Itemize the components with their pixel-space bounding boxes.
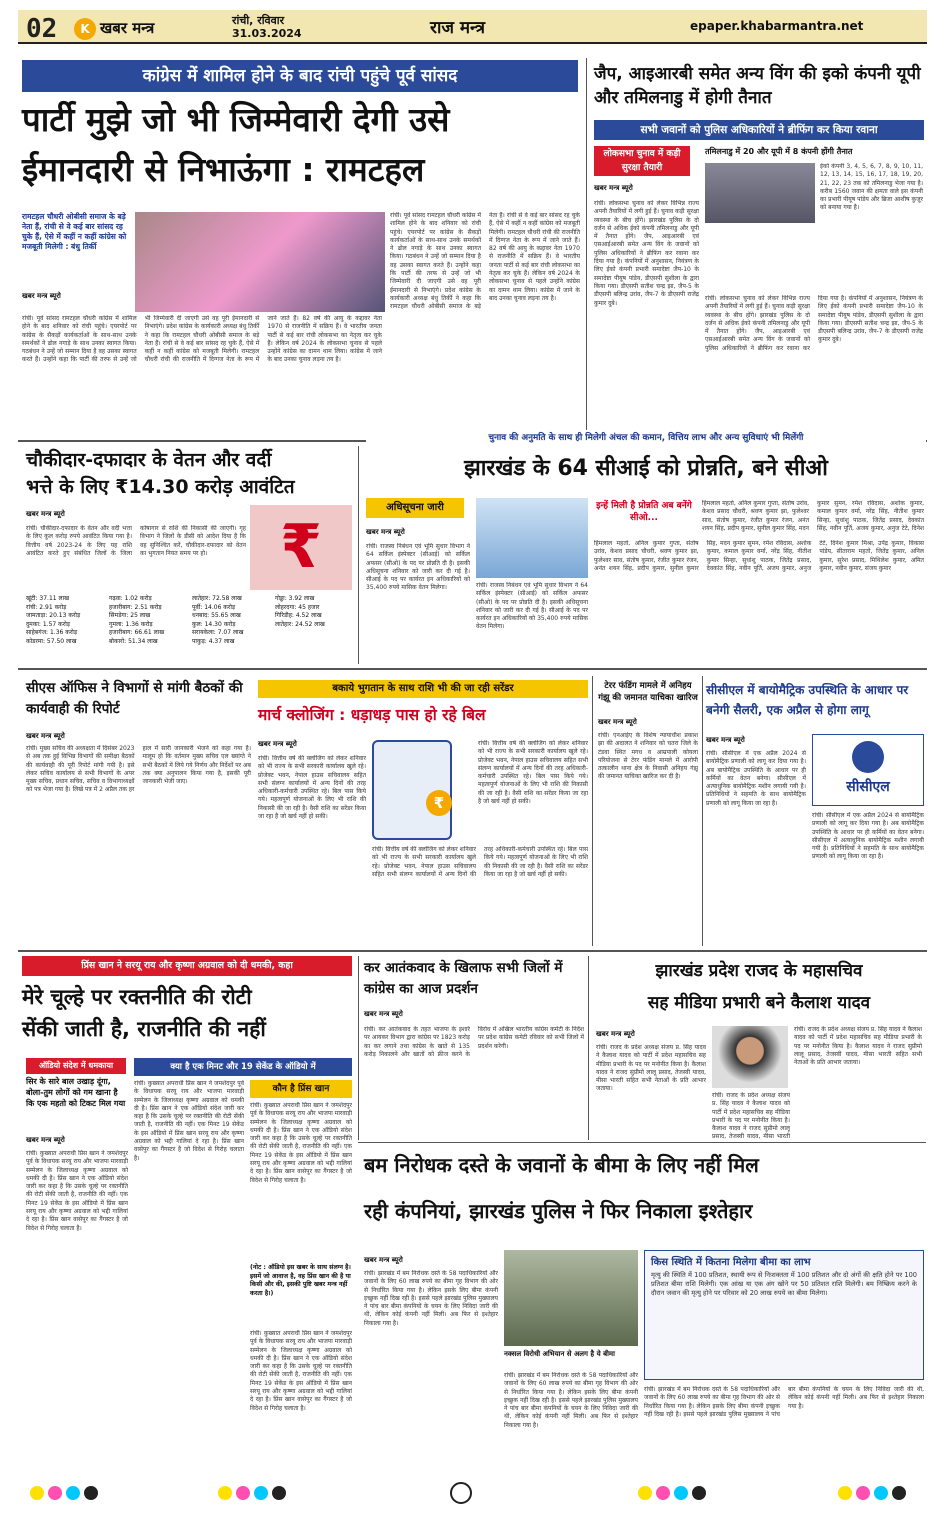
byline: खबर मन्त्र ब्यूरो bbox=[366, 528, 405, 536]
article-body: रांची। कुख्यात अपराधी प्रिंस खान ने जमशेदपुर पूर्व के विधायक सरयू राय और भाजपा मारवाड़ी सम्मेलन के जिलाध्यक्ष कृष्णा अग्रवाल को धमकी दी है। प्रिंस खान ने एक ऑडियो संदेश जारी कर कहा है कि उसके चूल्हे पर रक्तनीति की रोटी सेंकी जाती है, राजनीति की नहीं। एक मिनट 19 सेकेंड के इस ऑडियो में प्रिंस खान सरयू राय और कृष्णा अग्रवाल को भद्दी गालियां दे रहा है। प्रिंस खान वासेपुर का गैंगस्टर है जो विदेश से गिरोह चलाता है। bbox=[26, 1150, 128, 1232]
allotment-entry: रांची: 2.91 करोड़ bbox=[26, 603, 67, 611]
article-body: रांची। मुख्य सचिव की अध्यक्षता में दिसंबर 2023 से अब तक हुई विभिन्न विभागों की समीक्षा बैठकों की कार्यवाही की पूरी रिपोर्ट मांगी गयी है। इसे लेकर सचिव कार्यालय से सभी विभागों के अपर मुख्य सचिव, प्रधान सचिव, सचिव व विभागाध्यक्षों को पत्र भेजा गया है। लिखे पत्र में 2 अप्रैल तक हर हाल में सारी जानकारी भेजने को कहा गया है। मालूम हो कि वर्तमान मुख्य सचिव एल ख्यांग्ते ने सभी बैठकों में लिये गये निर्णय और निर्देशों पर अब तक क्या अनुपालन किया गया है, इसकी पूरी जानकारी भेजी जाए। bbox=[26, 745, 251, 794]
byline: खबर मन्त्र ब्यूरो bbox=[26, 732, 65, 740]
audio-tag: ऑडियो संदेश में धमकाया bbox=[26, 1058, 126, 1074]
allotment-entry: हजारीबाग: 66.61 लाख bbox=[109, 629, 165, 636]
article-body-cont: रांची। राजद के प्रदेश अध्यक्ष संजय प्र. सिंह यादव ने कैलाश यादव को पार्टी में प्रदेश महासचिव सह मीडिया प्रभारी के पद पर मनोनीत किया है। कैलाश यादव ने राजद सुप्रीमो लालू प्रसाद, तेजस्वी यादव, मीसा भारती सहित सभी नेताओं के प्रति आभार जताया। bbox=[794, 1026, 922, 1067]
photo-police-company bbox=[705, 163, 815, 223]
byline: खबर मन्त्र ब्यूरो bbox=[26, 1136, 65, 1144]
who-is-heading: कौन है प्रिंस खान bbox=[250, 1080, 352, 1098]
headline: सीसीएल में बायोमैट्रिक उपस्थिति के आधार पर बनेगी सैलरी, एक अप्रैल से होगा लागू bbox=[706, 683, 909, 717]
headline: जैप, आइआरबी समेत अन्य विंग की इको कंपनी यूपी और तमिलनाडु में होगी तैनात bbox=[594, 64, 921, 108]
page-number: 02 bbox=[26, 14, 58, 44]
who-is-body-cont: रांची। कुख्यात अपराधी प्रिंस खान ने जमशेदपुर पूर्व के विधायक सरयू राय और भाजपा मारवाड़ी सम्मेलन के जिलाध्यक्ष कृष्णा अग्रवाल को धमकी दी है। प्रिंस खान ने एक ऑडियो संदेश जारी कर कहा है कि उसके चूल्हे पर रक्तनीति की रोटी सेंकी जाती है, राजनीति की नहीं। एक मिनट 19 सेकेंड के इस ऑडियो में प्रिंस खान सरयू राय और कृष्णा अग्रवाल को भद्दी गालियां दे रहा है। प्रिंस खान वासेपुर का गैंगस्टर है जो विदेश से गिरोह चलाता है। bbox=[250, 1330, 352, 1412]
headline: मार्च क्लोजिंग : धड़ाधड़ पास हो रहे बिल bbox=[258, 706, 486, 724]
byline: खबर मन्त्र ब्यूरो bbox=[594, 184, 633, 192]
promotion-list-heading: इन्हें मिली है प्रोन्नति अब बनेंगे सीओ... bbox=[596, 501, 692, 523]
article-body: रांची। झारखंड में बम निरोधक दस्ते के 58 पदाधिकारियों और जवानों के लिए 60 लाख रुपये का बीमा गृह विभाग की ओर से निर्धारित किया गया है। लेकिन इसके लिए बीमा कंपनी इच्छुक नहीं दिख रही है। इससे पहले झारखंड पुलिस मुख्यालय ने पांच बार बीमा कंपनियों के चयन के लिए निविदा जारी की थी, लेकिन कोई कंपनी नहीं मिली। अब फिर से इश्तेहार निकाला गया है। bbox=[364, 1270, 498, 1327]
kicker-bar: कांग्रेस में शामिल होने के बाद रांची पहुंचे पूर्व सांसद bbox=[22, 60, 578, 92]
audio-box-title: क्या है एक मिनट और 19 सेकेंड के ऑडियो में bbox=[134, 1058, 352, 1076]
rupee-coin-icon: ₹ bbox=[426, 790, 452, 816]
article-body: रांची। चौकीदार-दफादार के वेतन और वर्दी भत्ता के लिए कुल करोड़ रुपये आवंटित किया गया है। वित्तीय वर्ष 2023-24 के लिए यह राशि आवंटित करते हुए संबंधित जिलों के जिला कोषागार से राशि की निकासी की जाएगी। गृह विभाग ने जिलों के डीसी को आदेश दिया है कि वह सुनिश्चित करें, चौकीदार-दफादार को वेतन का भुगतान नियत समय पर हो। bbox=[26, 525, 246, 557]
allotment-entry: गढ़वा: 1.02 करोड़ bbox=[109, 595, 152, 602]
allotment-entry: कोडरमा: 57.50 लाख bbox=[26, 637, 77, 645]
subhead-bar: सभी जवानों को पुलिस अधिकारियों ने ब्रीफिंग कर किया रवाना bbox=[594, 120, 924, 140]
row-divider bbox=[358, 1142, 926, 1143]
photo-ramtahal bbox=[135, 212, 385, 312]
article-body: रांची। वित्तीय वर्ष की क्लोजिंग को लेकर शनिवार को भी राज्य के सभी सरकारी कार्यालय खुले रहे। प्रोजेक्ट भवन, नेपाल हाउस सचिवालय सहित सभी संलग्न कार्यालयों में अन्य दिनों की तरह अधिकारी-कर्मचारी उपस्थित रहे। बिल पास किये गये। महत्वपूर्ण योजनाओं के लिए भी राशि की निकासी की जा रही है। वैसी राशि का सरेंडर किया जा रहा है जो खर्च नहीं हो सकी। bbox=[258, 755, 366, 821]
promotion-names-top: हिमलाल महतो, अनिल कुमार गुप्ता, संतोष उरांव, केशव प्रसाद चौधरी, श्रवण कुमार झा, फुलेश्वर साव, संतोष कुमार, रंजीत कुमार रंजन, अनंत शयन सिंह, प्रदीप कुमार, सुनील कुमार सिंह, मदन कुमार सुमन, रमेश रविदास, अशोक कुमार, कमाल कुमार वर्मा, नरेंद्र सिंह, नीतीश कुमार सिन्हा, सुधांशु पाठक, जितेंद्र प्रसाद, देवकांत सिंह, नवीन पूर्ति, अजय कुमार, अनुज टेटे, दिनेश bbox=[702, 500, 924, 532]
article-body: रांची। पूर्व सांसद रामटहल चौधरी कांग्रेस में शामिल होने के बाद शनिवार को रांची पहुंचे। एयरपोर्ट पर कांग्रेस के सैकड़ों कार्यकर्ताओं के साथ-साथ उनके समर्थकों ने ढोल नगाड़े के साथ उनका स्वागत किया। गठबंधन ने उन्हें जो सम्मान दिया है वह उसका स्वागत करते हैं। उन्होंने कहा कि पार्टी की तरफ से उन्हें जो भी जिम्मेवारी दी जाएगी उसे वह पूरी ईमानदारी से निभाएंगे। प्रदेश कांग्रेस के कार्यकारी अध्यक्ष बंधु तिर्की ने कहा कि रामटहल चौधरी ओबीसी समाज के बड़े नेता हैं। रांची से वे कई बार सांसद रह चुके हैं, ऐसे में कहीं न कहीं कांग्रेस को मजबूती मिलेगी। रामटहल चौधरी रांची की राजनीति में दिग्गज नेता के रूप में जाने जाते हैं। 82 वर्ष की आयु के कद्दावर नेता 1970 से राजनीति में सक्रिय हैं। वे भारतीय जनता पार्टी से कई बार रांची लोकसभा का नेतृत्व कर चुके हैं। लेकिन वर्ष 2024 के लोकसभा चुनाव से पहले उन्होंने कांग्रेस का दामन थाम लिया। कांग्रेस में जाने के बाद उनका चुनाव लड़ना तय है। bbox=[22, 315, 382, 364]
tag-box: अधिसूचना जारी bbox=[366, 498, 464, 518]
headline-line1: पार्टी मुझे जो भी जिम्मेवारी देगी उसे bbox=[22, 100, 450, 139]
column-rule bbox=[358, 956, 359, 1140]
headline-line2: सह मीडिया प्रभारी बने कैलाश यादव bbox=[647, 993, 871, 1013]
tag-box: लोकसभा चुनाव में कड़ी सुरक्षा तैयारी bbox=[594, 146, 690, 176]
city-day: रांची, रविवार bbox=[232, 14, 285, 27]
article-body-cont: रांची। सीसीएल में एक अप्रैल 2024 से बायोमैट्रिक प्रणाली को लागू कर दिया गया है। अब बायोमैट्रिक उपस्थिति के आधार पर ही कर्मियों का वेतन बनेगा। सीसीएल में अत्याधुनिक बायोमैट्रिक मशीन लगायी गयी है। प्रतिनिधियों ने सहमति के साथ बायोमैट्रिक प्रणाली को लागू किया जा रहा है। bbox=[812, 812, 924, 861]
article-body-cont: रांची। लोकसभा चुनाव को लेकर विभिन्न राज्य अपनी तैयारियों में लगी हुई हैं। चुनाव कड़ी सुरक्षा व्यवस्था के बीच होंगे। झारखंड पुलिस के दो दर्जन से अधिक ईको कंपनी तमिलनाडु और यूपी में तैनात होंगे। जैप, आइआरबी एवं एसआईआरबी समेत अन्य विंग के जवानों को पुलिस अधिकारियों ने ब्रीफिंग कर रवाना कर दिया गया है। कंपनियों में अनुशासन, नियंत्रण के लिए ईको कंपनी प्रभारी समादेष्टा जैप-10 के समादेष्टा पीयूष पांडेय, डीएसपी सुशीला के द्वारा किया गया। डीएसपी सतीश चन्द्र झा, जैप-5 के डीएसपी बलिन्द्र उरांव, जैप-7 के डीएसपी राजेंद्र कुमार दुबे। bbox=[705, 295, 923, 352]
crosshair-icon bbox=[450, 1482, 472, 1504]
insurance-box-text: मृत्यु की स्थिति में 100 प्रतिशत, स्थायी रूप से निःशक्तता में 100 प्रतिशत और दो अंगों की क्षति होने पर 100 प्रतिशत बीमा राशि मिलेगी। एक आंख या एक अंग खोने पर 50 प्रतिशत राशि मिलेगी। बम निष्क्रिय करने के दौरान जवान की मृत्यु होने पर परिवार को 20 लाख रुपये का बीमा मिलेगा। bbox=[651, 1271, 917, 1298]
headline-line2: ईमानदारी से निभाऊंगा : रामटहल bbox=[22, 150, 425, 189]
article-body-cont2: रांची। राजद के प्रदेश अध्यक्ष संजय प्र. सिंह यादव ने कैलाश यादव को पार्टी में प्रदेश महासचिव सह मीडिया प्रभारी के पद पर मनोनीत किया है। कैलाश यादव ने राजद सुप्रीमो लालू प्रसाद, तेजस्वी यादव, मीसा भारती bbox=[712, 1092, 790, 1140]
column-rule bbox=[586, 58, 587, 438]
photo-bomb-squad bbox=[504, 1250, 638, 1346]
headline: झारखंड के 64 सीआई को प्रोन्नति, बने सीओ bbox=[464, 456, 828, 481]
audio-quote: सिर के सारे बाल उखाड़ दूंगा, बोला-तुम लोगों को गम खाना है कि एक महतो को टिकट मिल गया bbox=[26, 1077, 126, 1108]
allotment-entry: पाकुड़: 4.37 लाख bbox=[192, 637, 235, 645]
article-body-cont2: रांची। वित्तीय वर्ष की क्लोजिंग को लेकर शनिवार को भी राज्य के सभी सरकारी कार्यालय खुले रहे। प्रोजेक्ट भवन, नेपाल हाउस सचिवालय सहित सभी संलग्न कार्यालयों में अन्य दिनों की तरह अधिकारी-कर्मचारी उपस्थित रहे। बिल पास किये गये। महत्वपूर्ण योजनाओं के लिए भी राशि की निकासी की जा रही है। वैसी राशि का सरेंडर किया जा रहा है जो खर्च नहीं हो सकी। bbox=[478, 740, 588, 806]
allotment-entry: जामताड़ा: 20.13 करोड़ bbox=[26, 612, 81, 619]
ccl-logo-text: सीसीएल bbox=[846, 779, 890, 795]
byline: खबर मन्त्र ब्यूरो bbox=[258, 740, 297, 748]
article-body-cont: रांची। झारखंड में बम निरोधक दस्ते के 58 पदाधिकारियों और जवानों के लिए 60 लाख रुपये का बीमा गृह विभाग की ओर से निर्धारित किया गया है। लेकिन इसके लिए बीमा कंपनी इच्छुक नहीं दिख रही है। इससे पहले झारखंड पुलिस मुख्यालय ने पांच बार बीमा कंपनियों के चयन के लिए निविदा जारी की थी, लेकिन कोई कंपनी नहीं मिली। अब फिर से इश्तेहार निकाला गया है। bbox=[504, 1372, 638, 1429]
headline-line1: मेरे चूल्हे पर रक्तनीति की रोटी bbox=[22, 985, 252, 1009]
byline: खबर मन्त्र ब्यूरो bbox=[22, 292, 61, 300]
promotion-names: हिमलाल महतो, अनिल कुमार गुप्ता, संतोष उरांव, केशव प्रसाद चौधरी, श्रवण कुमार झा, फुलेश्वर साव, संतोष कुमार, रंजीत कुमार रंजन, अनंत शयन सिंह, प्रदीप कुमार, सुनील कुमार सिंह, मदन कुमार सुमन, रमेश रविदास, अशोक कुमार, कमाल कुमार वर्मा, नरेंद्र सिंह, नीतीश कुमार सिन्हा, सुधांशु पाठक, जितेंद्र प्रसाद, देवकांत सिंह, नवीन पूर्ति, अजय कुमार, अनुज टेटे, दिनेश कुमार मिश्रा, उपेंद्र कुमार, विकास पांडेय, सीताराम महतो, जितेंद्र कुमार, अनिल कुमार, सुरेश प्रसाद, मिथिलेश कुमार, अमित कुमार, नवीन कुमार, संजय कुमार bbox=[594, 540, 924, 572]
allotment-entry: पूर्वी: 14.06 करोड़ bbox=[192, 603, 236, 611]
headline-line2: भत्ते के लिए ₹14.30 करोड़ आवंटित bbox=[26, 476, 295, 498]
allotment-entry: बोकारो: 51.34 लाख bbox=[109, 637, 158, 645]
byline: खबर मन्त्र ब्यूरो bbox=[26, 510, 65, 518]
allotment-entry: हजारीबाग: 2.51 करोड़ bbox=[109, 603, 162, 611]
kicker-bar: प्रिंस खान ने सरयू राय और कृष्णा अग्रवाल को दी धमकी, कहा bbox=[22, 956, 352, 976]
article-body-cont: रांची। वित्तीय वर्ष की क्लोजिंग को लेकर शनिवार को भी राज्य के सभी सरकारी कार्यालय खुले रहे। प्रोजेक्ट भवन, नेपाल हाउस सचिवालय सहित सभी संलग्न कार्यालयों में अन्य दिनों की तरह अधिकारी-कर्मचारी उपस्थित रहे। बिल पास किये गये। महत्वपूर्ण योजनाओं के लिए भी राशि की निकासी की जा रही है। वैसी राशि का सरेंडर किया जा रहा है जो खर्च नहीं हो सकी। bbox=[372, 846, 588, 878]
editor-note: (नोट : ऑडियो इस खबर के साथ संलग्न है। इसमें जो आवाज है, वह प्रिंस खान की है या किसी और की, इसकी पुष्टि खबर मन्त्र नहीं करता है।) bbox=[250, 1264, 351, 1297]
article-body: रांची। राजद के प्रदेश अध्यक्ष संजय प्र. सिंह यादव ने कैलाश यादव को पार्टी में प्रदेश महासचिव सह मीडिया प्रभारी के पद पर मनोनीत किया है। कैलाश यादव ने राजद सुप्रीमो लालू प्रसाद, तेजस्वी यादव, मीसा भारती सहित सभी नेताओं के प्रति आभार जताया। bbox=[596, 1044, 706, 1093]
allotment-entry: लातेहार: 24.52 लाख bbox=[275, 620, 325, 628]
headline-line1: झारखंड प्रदेश राजद के महासचिव bbox=[655, 961, 863, 981]
photo-caption: नक्सल विरोधी अभियान से अलग है ये बीमा bbox=[504, 1350, 615, 1358]
brand-logo-icon: K bbox=[74, 18, 96, 40]
headline-line1: बम निरोधक दस्ते के जवानों के बीमा के लिए नहीं मिल bbox=[364, 1153, 759, 1177]
byline: खबर मन्त्र ब्यूरो bbox=[706, 736, 745, 744]
headline-line1: चौकीदार-दफादार के वेतन और वर्दी bbox=[26, 449, 272, 471]
allotment-entry: साहेबगंज: 1.36 करोड़ bbox=[26, 629, 78, 636]
who-is-body: रांची। कुख्यात अपराधी प्रिंस खान ने जमशेदपुर पूर्व के विधायक सरयू राय और भाजपा मारवाड़ी सम्मेलन के जिलाध्यक्ष कृष्णा अग्रवाल को धमकी दी है। प्रिंस खान ने एक ऑडियो संदेश जारी कर कहा है कि उसके चूल्हे पर रक्तनीति की रोटी सेंकी जाती है, राजनीति की नहीं। एक मिनट 19 सेकेंड के इस ऑडियो में प्रिंस खान सरयू राय और कृष्णा अग्रवाल को भद्दी गालियां दे रहा है। प्रिंस खान वासेपुर का गैंगस्टर है जो विदेश से गिरोह चलाता है। bbox=[250, 1102, 352, 1184]
portrait-kailash-yadav bbox=[712, 1026, 788, 1088]
article-body: रांची। राजस्व निबंधन एवं भूमि सुधार विभाग ने 64 सर्किल इंस्पेक्टर (सीआई) को सर्किल अफसर (सीओ) के पद पर प्रोन्नति दी है। इसकी अधिसूचना शनिवार को जारी कर दी गई है। सीआई के पद पर कार्यरत इन अधिकारियों को 35,400 रुपये मासिक वेतन मिलेगा। bbox=[366, 543, 470, 592]
article-body-cont2: रांची। झारखंड में बम निरोधक दस्ते के 58 पदाधिकारियों और जवानों के लिए 60 लाख रुपये का बीमा गृह विभाग की ओर से निर्धारित किया गया है। लेकिन इसके लिए बीमा कंपनी इच्छुक नहीं दिख रही है। इससे पहले झारखंड पुलिस मुख्यालय ने पांच बार बीमा कंपनियों के चयन के लिए निविदा जारी की थी, लेकिन कोई कंपनी नहीं मिली। अब फिर से इश्तेहार निकाला गया है। bbox=[644, 1386, 924, 1418]
audio-transcript: रांची। कुख्यात अपराधी प्रिंस खान ने जमशेदपुर पूर्व के विधायक सरयू राय और भाजपा मारवाड़ी सम्मेलन के जिलाध्यक्ष कृष्णा अग्रवाल को धमकी दी है। प्रिंस खान ने एक ऑडियो संदेश जारी कर कहा है कि उसके चूल्हे पर रक्तनीति की रोटी सेंकी जाती है, राजनीति की नहीं। एक मिनट 19 सेकेंड के इस ऑडियो में प्रिंस खान सरयू राय और कृष्णा अग्रवाल को भद्दी गालियां दे रहा है। प्रिंस खान वासेपुर का गैंगस्टर है जो विदेश से गिरोह चलाता है। bbox=[134, 1080, 244, 1162]
ccl-logo-box bbox=[812, 734, 924, 806]
allotment-entry: सिमडेगा: 25 लाख bbox=[109, 612, 151, 619]
headline-line2: रही कंपनियां, झारखंड पुलिस ने फिर निकाला इश्तेहार bbox=[364, 1199, 753, 1223]
ccl-emblem-icon bbox=[852, 741, 884, 773]
epaper-link[interactable]: epaper.khabarmantra.net bbox=[690, 19, 864, 33]
rupee-icon: ₹ bbox=[250, 505, 352, 590]
allotment-entry: धनबाद: 55.65 लाख bbox=[192, 612, 241, 619]
byline: खबर मन्त्र ब्यूरो bbox=[364, 1256, 403, 1264]
column-rule bbox=[702, 676, 703, 946]
kicker-bar: बकाये भुगतान के साथ राशि भी की जा रही सरेंडर bbox=[258, 680, 588, 698]
headline: सीएस ऑफिस ने विभागों से मांगी बैठकों की कार्यवाही की रिपोर्ट bbox=[26, 680, 243, 717]
article-body: रांची। लोकसभा चुनाव को लेकर विभिन्न राज्य अपनी तैयारियों में लगी हुई हैं। चुनाव कड़ी सुरक्षा व्यवस्था के बीच होंगे। झारखंड पुलिस के दो दर्जन से अधिक ईको कंपनी तमिलनाडु और यूपी में तैनात होंगे। जैप, आइआरबी एवं एसआईआरबी समेत अन्य विंग के जवानों को पुलिस अधिकारियों ने ब्रीफिंग कर रवाना कर दिया गया है। कंपनियों में अनुशासन, नियंत्रण के लिए ईको कंपनी प्रभारी समादेष्टा जैप-10 के समादेष्टा पीयूष पांडेय, डीएसपी सुशीला के द्वारा किया गया। डीएसपी सतीश चन्द्र झा, जैप-5 के डीएसपी बलिन्द्र उरांव, जैप-7 के डीएसपी राजेंद्र कुमार दुबे। bbox=[594, 200, 699, 307]
row-divider bbox=[18, 950, 927, 952]
section-name: राज मन्त्र bbox=[430, 18, 485, 38]
headline-line2: सेंकी जाती है, राजनीति की नहीं bbox=[22, 1017, 266, 1041]
byline: खबर मन्त्र ब्यूरो bbox=[598, 718, 637, 726]
allotment-entry: गोड्डा: 3.92 लाख bbox=[275, 595, 315, 602]
article-body: रांची। कर आतंकवाद के तहत भाजपा के इशारे पर आयकर विभाग द्वारा कांग्रेस पर 1823 करोड़ का कर लगाने तथा कांग्रेस के खाते से 135 करोड़ निकालने और खातों को फ्रीज करने के विरोध में अखिल भारतीय कांग्रेस कमेटी के निर्देश पर प्रदेश कांग्रेस कमेटी रविवार को सभी जिलों में प्रदर्शन करेगी। bbox=[364, 1026, 584, 1058]
article-body: रांची। सीसीएल में एक अप्रैल 2024 से बायोमैट्रिक प्रणाली को लागू कर दिया गया है। अब बायोमैट्रिक उपस्थिति के आधार पर ही कर्मियों का वेतन बनेगा। सीसीएल में अत्याधुनिक बायोमैट्रिक मशीन लगायी गयी है। प्रतिनिधियों ने सहमति के साथ बायोमैट्रिक प्रणाली को लागू किया जा रहा है। bbox=[706, 750, 806, 807]
allotment-entry: सरायकेला: 7.07 लाख bbox=[192, 629, 244, 636]
row-divider bbox=[18, 668, 927, 670]
brand-name: खबर मन्त्र bbox=[100, 19, 155, 37]
kicker: चुनाव की अनुमति के साथ ही मिलेगी अंचल की कमान, वित्तिय लाभ और अन्य सुविधाएं भी मिलेंगी bbox=[366, 430, 926, 446]
byline: खबर मन्त्र ब्यूरो bbox=[596, 1030, 635, 1038]
insurance-box-title: किस स्थिति में कितना मिलेगा बीमा का लाभ bbox=[651, 1257, 811, 1268]
pull-quote: रामटहल चौधरी ओबीसी समाज के बड़े नेता हैं, रांची से वे कई बार सांसद रह चुके हैं, ऐसे में कहीं न कहीं कांग्रेस को मजबूती मिलेगी : बंधु तिर्की bbox=[22, 212, 127, 251]
article-body-cont: रांची। राजस्व निबंधन एवं भूमि सुधार विभाग ने 64 सर्किल इंस्पेक्टर (सीआई) को सर्किल अफसर (सीओ) के पद पर प्रोन्नति दी है। इसकी अधिसूचना शनिवार को जारी कर दी गई है। सीआई के पद पर कार्यरत इन अधिकारियों को 35,400 रुपये मासिक वेतन मिलेगा। bbox=[476, 582, 588, 631]
allotment-entry: खूंटी: 37.11 लाख bbox=[26, 595, 70, 602]
allotment-entry: गुमला: 1.36 करोड़ bbox=[109, 620, 153, 628]
allotment-entry: लोहरदगा: 45 हजार bbox=[275, 603, 320, 611]
article-body: रांची। एनआईए के विशेष न्यायाधीश प्रकाश झा की अदालत ने शनिवार को चतरा जिले के टंडवा स्थित मगध व आम्रपाली कोयला परियोजना से टेरर फंडिंग मामले में आरोपी तत्कालीन थाना क्षेत्र के निवासी अनिहय गंझू की जमानत याचिका खारिज कर दी है। bbox=[598, 732, 698, 781]
headline: टेरर फंडिंग मामले में अनिहय गंझू की जमानत याचिका खारिज bbox=[598, 681, 698, 703]
allotment-entry: दुमका: 1.57 करोड़ bbox=[26, 620, 70, 628]
date: 31.03.2024 bbox=[232, 27, 302, 40]
headline: कर आतंकवाद के खिलाफ सभी जिलों में कांग्रेस का आज प्रदर्शन bbox=[364, 960, 563, 997]
insurance-box bbox=[644, 1250, 924, 1380]
photo-caption-text: ईको कंपनी 3, 4, 5, 6, 7, 8, 9, 10, 11, 12, 13, 14, 15, 16, 17, 18, 19, 20, 21, 22, 23 तक को तमिलनाडु भेजा गया है। करीब 1560 जवान की क्षमता वाले इस कंपनी का प्रभारी पीयूष पांडेय और ब्रिजा आशीष कुजूर को बनाया गया है। bbox=[820, 163, 923, 212]
column-rule bbox=[588, 956, 589, 1140]
allotment-entry: लातेहार: 72.58 लाख bbox=[192, 595, 242, 602]
allotment-entry: कुल: 14.30 करोड़ bbox=[192, 620, 236, 628]
allotment-table bbox=[26, 595, 354, 663]
column-rule bbox=[358, 446, 359, 664]
print-registration-marks bbox=[18, 1478, 927, 1508]
allotment-entry: गिरिडीह: 4.52 लाख bbox=[275, 612, 322, 619]
column-rule bbox=[592, 676, 593, 946]
photo-caption-title: तमिलनाडु में 20 और यूपी में 8 कंपनी होंगी तैनात bbox=[705, 147, 853, 156]
article-body-cont: रांची। पूर्व सांसद रामटहल चौधरी कांग्रेस में शामिल होने के बाद शनिवार को रांची पहुंचे। एयरपोर्ट पर कांग्रेस के सैकड़ों कार्यकर्ताओं के साथ-साथ उनके समर्थकों ने ढोल नगाड़े के साथ उनका स्वागत किया। गठबंधन ने उन्हें जो सम्मान दिया है वह उसका स्वागत करते हैं। उन्होंने कहा कि पार्टी की तरफ से उन्हें जो भी जिम्मेवारी दी जाएगी उसे वह पूरी ईमानदारी से निभाएंगे। प्रदेश कांग्रेस के कार्यकारी अध्यक्ष बंधु तिर्की ने कहा कि रामटहल चौधरी ओबीसी समाज के बड़े नेता हैं। रांची से वे कई बार सांसद रह चुके हैं, ऐसे में कहीं न कहीं कांग्रेस को मजबूती मिलेगी। रामटहल चौधरी रांची की राजनीति में दिग्गज नेता के रूप में जाने जाते हैं। 82 वर्ष की आयु के कद्दावर नेता 1970 से राजनीति में सक्रिय हैं। वे भारतीय जनता पार्टी से कई बार रांची लोकसभा का नेतृत्व कर चुके हैं। लेकिन वर्ष 2024 के लोकसभा चुनाव से पहले उन्होंने कांग्रेस का दामन थाम लिया। कांग्रेस में जाने के बाद उनका चुनाव लड़ना तय है। bbox=[390, 212, 580, 311]
illustration-promotion bbox=[476, 498, 588, 578]
byline: खबर मन्त्र ब्यूरो bbox=[364, 1010, 403, 1018]
dateline bbox=[232, 14, 302, 40]
